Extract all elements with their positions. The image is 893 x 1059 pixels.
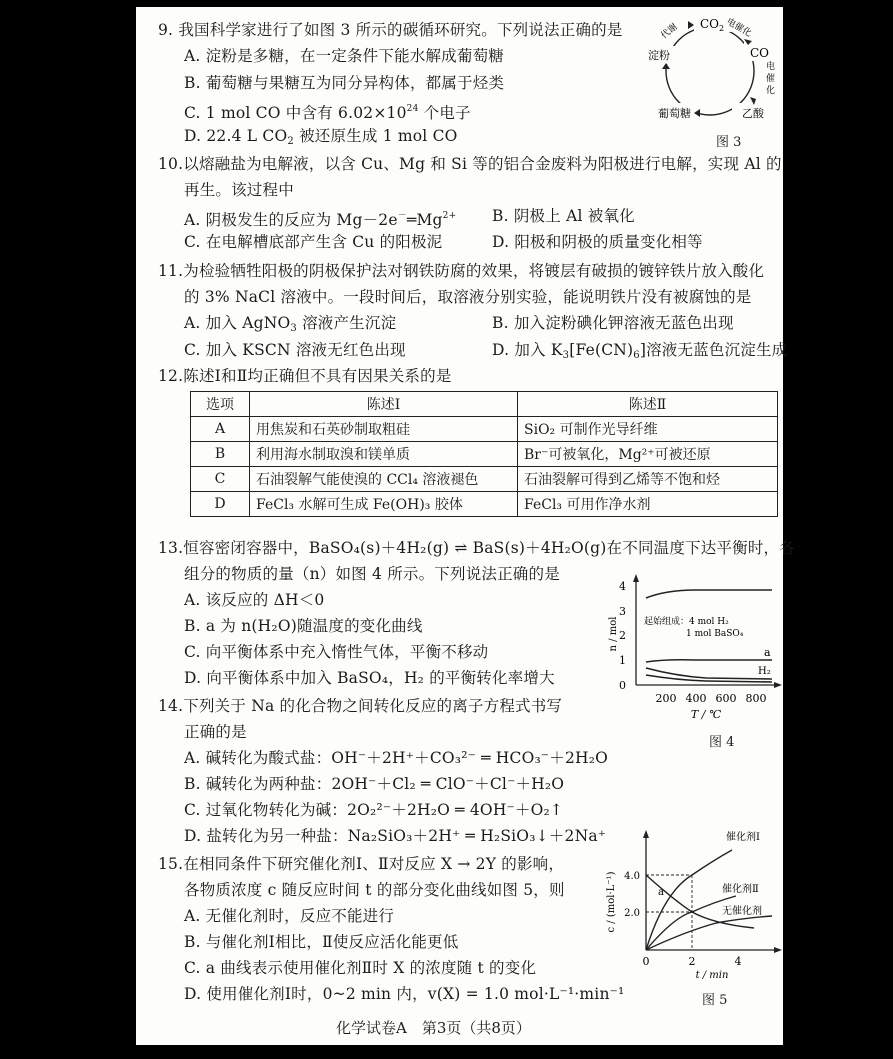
svg-text:1: 1: [619, 654, 626, 667]
question-9-option-a: A. 淀粉是多糖，在一定条件下能水解成葡萄糖: [184, 47, 504, 65]
question-15-option-a: A. 无催化剂时，反应不能进行: [184, 907, 395, 925]
question-9-option-c: C. 1 mol CO 中含有 $6.02\times 10^{24}$ 个电子: [184, 104, 471, 122]
table-row: [191, 492, 778, 517]
svg-text:0: 0: [642, 955, 650, 968]
table-cell: B: [191, 442, 250, 467]
question-11-option-b: B. 加入淀粉碘化钾溶液无蓝色出现: [492, 314, 734, 332]
svg-text:n / mol: n / mol: [608, 616, 619, 652]
table-header: 陈述Ⅰ: [250, 392, 518, 417]
svg-text:3: 3: [619, 605, 626, 618]
table-cell: 用焦炭和石英砂制取粗硅: [250, 417, 518, 442]
question-11-stem-cont: 的 3% NaCl 溶液中。一段时间后，取溶液分别实验，能说明铁片没有被腐蚀的是: [184, 288, 752, 306]
question-15-option-b: B. 与催化剂Ⅰ相比，Ⅱ使反应活化能更低: [184, 933, 459, 951]
question-13-option-a: A. 该反应的 ΔH＜0: [184, 591, 325, 609]
figure-5-chart: [604, 822, 784, 982]
table-cell: 石油裂解可得到乙烯等不饱和烃: [518, 467, 778, 492]
svg-text:a: a: [764, 646, 771, 659]
table-row: [191, 467, 778, 492]
question-14-stem: 14.下列关于 Na 的化合物之间转化反应的离子方程式书写: [158, 697, 563, 715]
svg-text:无催化剂: 无催化剂: [722, 906, 762, 917]
question-11-option-d: D. 加入 $K_3[Fe(CN)_6]$溶液无蓝色沉淀生成: [492, 341, 788, 361]
svg-text:2: 2: [688, 955, 696, 968]
svg-text:0: 0: [619, 679, 626, 692]
svg-text:起始组成：4 mol H₂: 起始组成：4 mol H₂: [644, 617, 729, 627]
figure-5-caption: 图 5: [702, 993, 728, 1008]
question-14-option-b: B. 碱转化为两种盐：2OH⁻＋Cl₂ ═ ClO⁻＋Cl⁻＋H₂O: [184, 775, 565, 793]
page-footer: 化学试卷A 第3页（共8页）: [336, 1019, 531, 1037]
question-9-stem: 9. 我国科学家进行了如图 3 所示的碳循环研究。下列说法正确的是: [158, 21, 623, 39]
table-header: 陈述Ⅱ: [518, 392, 778, 417]
question-10-option-c: C. 在电解槽底部产生含 Cu 的阳极泥: [184, 233, 443, 251]
svg-text:a: a: [658, 887, 664, 898]
svg-text:1 mol BaSO₄: 1 mol BaSO₄: [686, 629, 744, 639]
question-9-option-b: B. 葡萄糖与果糖互为同分异构体，都属于烃类: [184, 74, 505, 92]
svg-text:4.0: 4.0: [624, 871, 640, 882]
svg-text:H₂: H₂: [758, 666, 771, 677]
exam-page: [136, 7, 795, 1045]
table-cell: Br⁻可被氧化，Mg²⁺可被还原: [518, 442, 778, 467]
table-cell: D: [191, 492, 250, 517]
question-15-option-c: C. a 曲线表示使用催化剂Ⅱ时 X 的浓度随 t 的变化: [184, 959, 537, 977]
figure-3-caption: 图 3: [716, 135, 742, 150]
question-14-option-c: C. 过氧化物转化为碱：2O₂²⁻＋2H₂O ═ 4OH⁻＋O₂↑: [184, 801, 564, 819]
figure-4-chart: [606, 572, 786, 722]
figure-3-carbon-cycle: [644, 11, 784, 141]
question-15-stem: 15.在相同条件下研究催化剂Ⅰ、Ⅱ对反应 X → 2Y 的影响，: [158, 855, 565, 873]
question-10-stem: 10.以熔融盐为电解液，以含 Cu、Mg 和 Si 等的铝合金废料为阳极进行电解，实现 Al 的: [158, 155, 782, 173]
question-13-option-d: D. 向平衡体系中加入 BaSO₄，H₂ 的平衡转化率增大: [184, 669, 555, 687]
question-14-option-d: D. 盐转化为另一种盐：Na₂SiO₃＋2H⁺ ═ H₂SiO₃↓＋2Na⁺: [184, 827, 607, 845]
table-row: [191, 417, 778, 442]
svg-text:600: 600: [715, 692, 737, 705]
question-12-stem: 12.陈述Ⅰ和Ⅱ均正确但不具有因果关系的是: [158, 367, 452, 385]
table-cell: SiO₂ 可制作光导纤维: [518, 417, 778, 442]
svg-text:催化剂Ⅱ: 催化剂Ⅱ: [722, 884, 759, 895]
svg-text:T / ℃: T / ℃: [690, 708, 722, 721]
question-10-option-d: D. 阳极和阴极的质量变化相等: [492, 233, 703, 251]
question-14-option-a: A. 碱转化为酸式盐：OH⁻＋2H⁺＋CO₃²⁻ ═ HCO₃⁻＋2H₂O: [184, 749, 609, 767]
svg-text:2.0: 2.0: [624, 908, 640, 919]
figure-4-caption: 图 4: [709, 735, 735, 750]
svg-text:淀粉: 淀粉: [648, 49, 670, 62]
table-cell: C: [191, 467, 250, 492]
svg-text:c / (mol·L⁻¹): c / (mol·L⁻¹): [606, 871, 617, 933]
svg-text:t / min: t / min: [695, 970, 729, 981]
svg-text:代谢: 代谢: [659, 22, 680, 42]
svg-text:2: 2: [619, 629, 626, 642]
question-13-stem: 13.恒容密闭容器中，BaSO₄(s)＋4H₂(g) ⇌ BaS(s)＋4H₂O(g)在不同温度下达平衡时，各: [158, 539, 795, 557]
question-13-option-b: B. a 为 n(H₂O)随温度的变化曲线: [184, 617, 423, 635]
question-11-option-a: A. 加入 AgNO$_3$ 溶液产生沉淀: [184, 314, 397, 334]
svg-text:电催化: 电催化: [724, 16, 753, 40]
svg-text:化: 化: [766, 86, 776, 96]
table-cell: FeCl₃ 水解可生成 Fe(OH)₃ 胶体: [250, 492, 518, 517]
svg-text:CO2: $CO_2$: [700, 17, 725, 33]
question-12-table: [190, 391, 778, 517]
svg-text:400: 400: [685, 692, 707, 705]
svg-text:200: 200: [655, 692, 677, 705]
question-10-option-a: A. 阴极发生的反应为 $Mg-2e^-═Mg^{2+}$: [184, 211, 457, 229]
question-13-option-c: C. 向平衡体系中充入惰性气体，平衡不移动: [184, 643, 489, 661]
table-row: [191, 442, 778, 467]
table-cell: FeCl₃ 可用作净水剂: [518, 492, 778, 517]
question-10-option-b: B. 阴极上 Al 被氧化: [492, 207, 635, 225]
svg-text:800: 800: [745, 692, 767, 705]
question-11-option-c: C. 加入 KSCN 溶液无红色出现: [184, 341, 406, 359]
svg-text:葡萄糖: 葡萄糖: [658, 107, 691, 120]
table-header-row: [191, 392, 778, 417]
svg-text:CO: CO: [750, 46, 770, 60]
question-9-option-d: D. 22.4 L $CO_2$ 被还原生成 1 mol CO: [184, 127, 458, 147]
table-cell: 利用海水制取溴和镁单质: [250, 442, 518, 467]
question-13-stem-cont: 组分的物质的量（n）如图 4 所示。下列说法正确的是: [184, 565, 560, 583]
svg-text:乙酸: 乙酸: [742, 107, 764, 120]
svg-text:4: 4: [734, 955, 742, 968]
question-15-option-d: D. 使用催化剂Ⅰ时，0~2 min 内，v(X) = 1.0 mol·L⁻¹·min⁻¹: [184, 985, 625, 1003]
question-11-stem: 11.为检验牺牲阳极的阴极保护法对钢铁防腐的效果，将镀层有破损的镀锌铁片放入酸化: [158, 262, 765, 280]
table-cell: A: [191, 417, 250, 442]
question-10-stem-cont: 再生。该过程中: [184, 181, 294, 199]
svg-text:电: 电: [766, 62, 776, 72]
svg-text:4: 4: [619, 580, 626, 593]
question-15-stem-cont: 各物质浓度 c 随反应时间 t 的部分变化曲线如图 5，则: [184, 881, 565, 899]
svg-text:催: 催: [766, 74, 776, 84]
table-cell: 石油裂解气能使溴的 CCl₄ 溶液褪色: [250, 467, 518, 492]
svg-text:催化剂Ⅰ: 催化剂Ⅰ: [726, 832, 760, 843]
table-header: 选项: [191, 392, 250, 417]
question-14-stem-cont: 正确的是: [184, 723, 247, 741]
